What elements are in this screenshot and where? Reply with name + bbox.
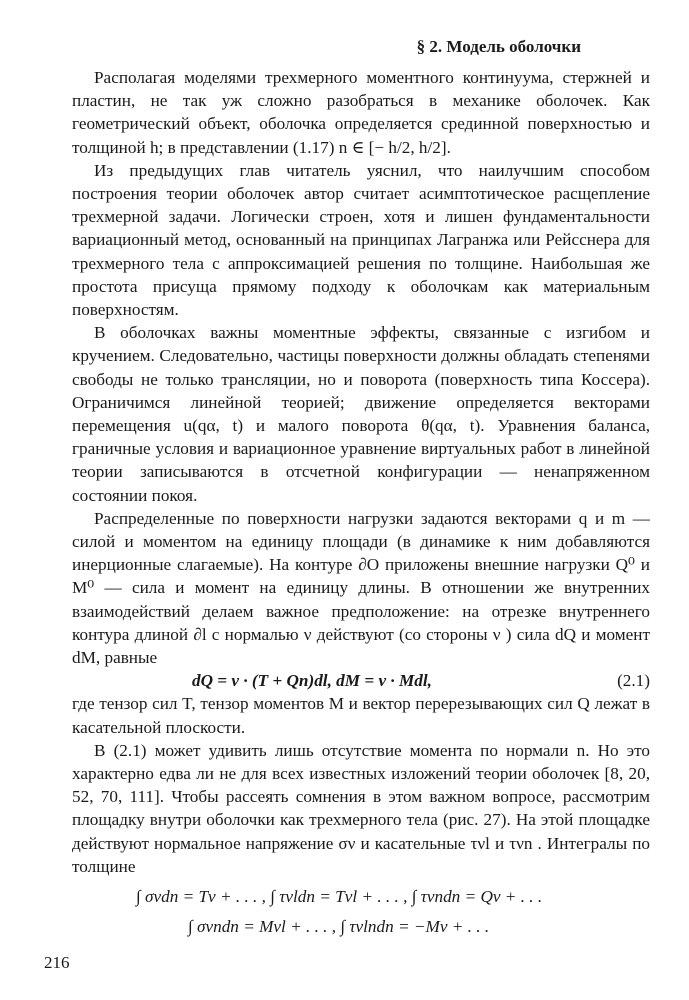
paragraph-6: В (2.1) может удивить лишь отсутствие момента по нормали n. Но это характерно едва ли не для всех известных изложений теории оболочек [8, 20, 52, 70, 111]. Чтобы рассеять сомнения в этом важном вопросе, рассмотрим площадку внутри оболочки как трехмерного тела (рис. 27). На этой площадке действуют нормальное напряжение σν и касательные τνl и τνn . Интегралы по толщине xyxy=(72,740,650,876)
page-number: 216 xyxy=(44,953,70,972)
paragraph-5: где тензор сил T, тензор моментов M и вектор перерезывающих сил Q лежат в касательной плоскости. xyxy=(72,694,650,737)
integrals-line-2: ∫ σνndn = Mνl + . . . , ∫ τνlndn = −Mν + . . . xyxy=(188,917,490,937)
section-header: § 2. Модель оболочки xyxy=(416,37,581,56)
paragraph-1: Располагая моделями трехмерного моментного континуума, стержней и пластин, не так уж сложно разобраться в механике оболочек. Как геометрический объект, оболочка определяется срединной поверхностью и толщиной h; в представлении (1.17) n ∈ [− h/2, h/2]. xyxy=(72,68,650,157)
equation-number: (2.1) xyxy=(617,671,650,691)
paragraph-3: В оболочках важны моментные эффекты, связанные с изгибом и кручением. Следовательно, частицы поверхности должны обладать степенями свободы не только трансляции, но и поворота (поверхность типа Коссера). Ограничимся линейной теорией; движение определяется векторами перемещения u(qα, t) и малого поворота θ(qα, t). Уравнения баланса, граничные условия и вариационное уравнение виртуальных работ в линейной теории записываются в отсчетной конфигурации — ненапряженном состоянии покоя. xyxy=(72,323,650,505)
integrals-line-1: ∫ σνdn = Tν + . . . , ∫ τνldn = Tνl + . . . , ∫ τνndn = Qν + . . . xyxy=(136,887,543,907)
page-body xyxy=(72,66,650,942)
equation-formula: dQ = ν · (T + Qn)dl, dM = ν · Mdl, xyxy=(192,671,432,691)
paragraph-2: Из предыдущих глав читатель уяснил, что наилучшим способом построения теории оболочек автор считает асимптотическое расщепление трехмерной задачи. Логически строен, хотя и лишен фундаментальности вариационный метод, основанный на принципах Лагранжа или Рейсснера для трехмерного тела с аппроксимацией решения по толщине. Наибольшая же простота присуща прямому подходу к оболочкам как материальным поверхностям. xyxy=(72,160,650,320)
integrals-block xyxy=(72,882,650,942)
equation-2-1 xyxy=(72,669,650,692)
paragraph-4: Распределенные по поверхности нагрузки задаются векторами q и m — силой и моментом на единицу площади (в динамике к ним добавляются инерционные слагаемые). На контуре ∂O приложены внешние нагрузки Q⁰ и M⁰ — сила и момент на единицу длины. В отношении же внутренних взаимодействий делаем важное предположение: на отрезке внутреннего контура длиной ∂l с нормалью ν действуют (со стороны ν ) сила dQ и момент dM, равные xyxy=(72,508,650,668)
